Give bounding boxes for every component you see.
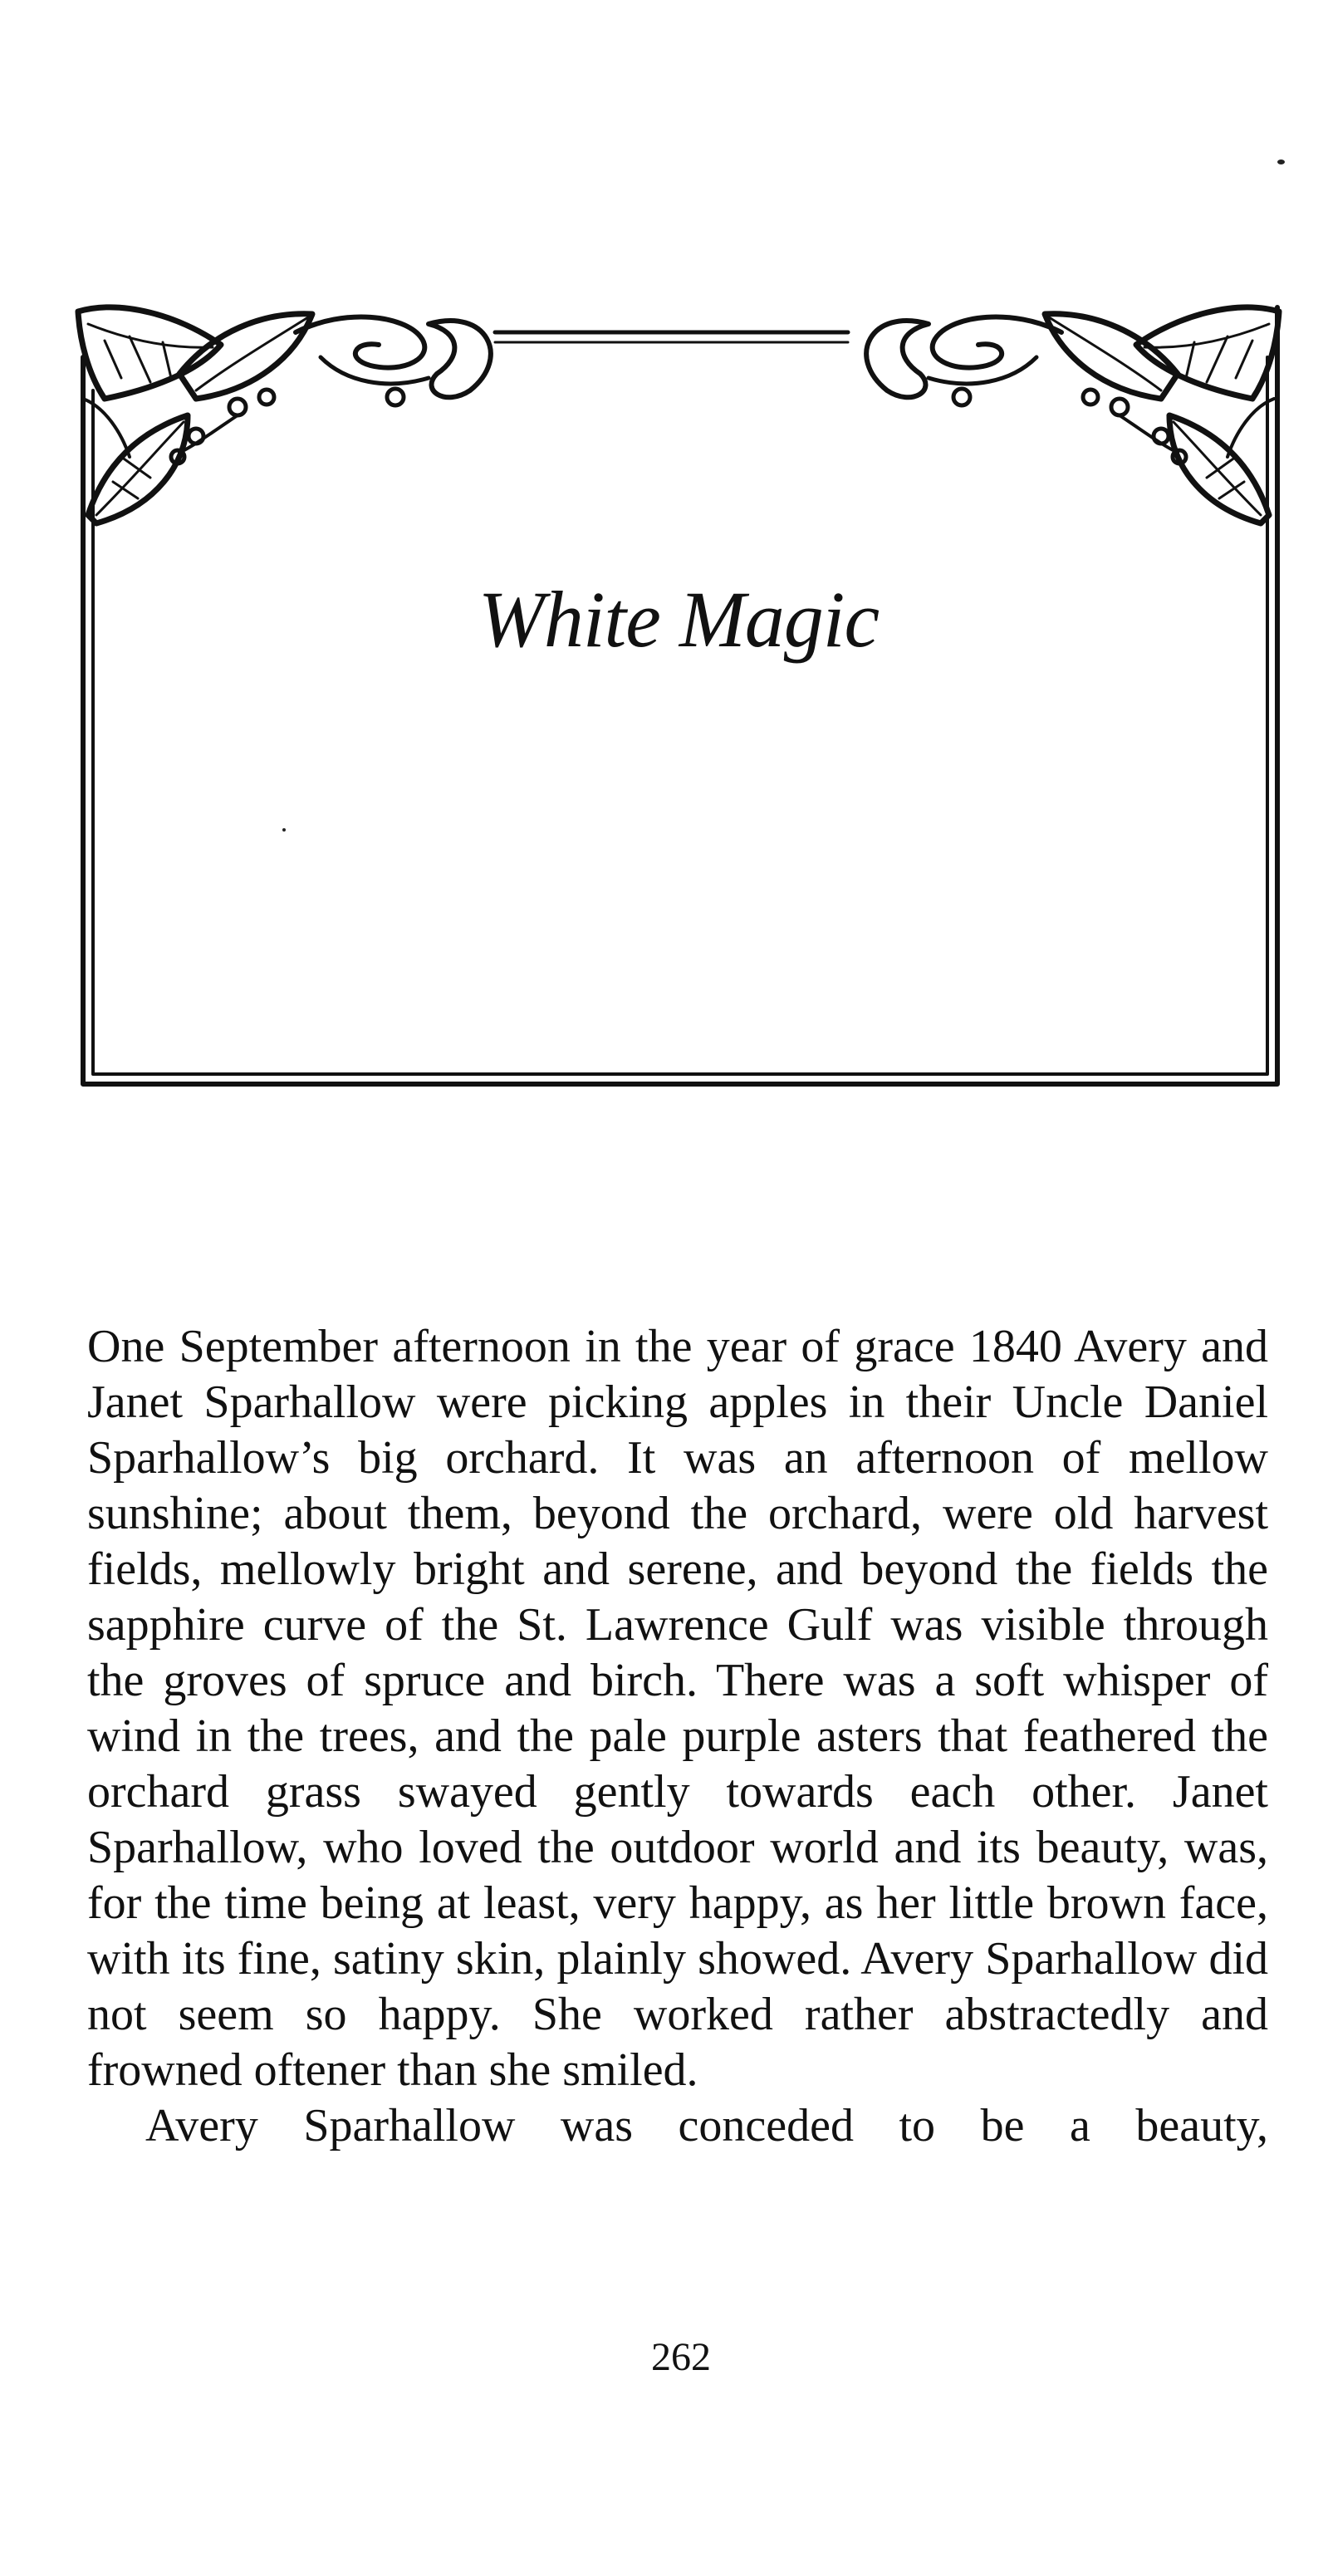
- ink-speck: [1277, 159, 1285, 164]
- ornamental-border: [71, 299, 1286, 1084]
- chapter-title: White Magic: [478, 575, 880, 664]
- body-text: [87, 1319, 1268, 2154]
- left-corner-ornament: [78, 307, 491, 523]
- paragraph: Avery Sparhallow was conceded to be a beauty,: [145, 2100, 1268, 2152]
- page-number: 262: [651, 2335, 711, 2379]
- paragraph: One September afternoon in the year of grace 1840 Avery and Janet Sparhallow were picking apples in their Uncle Daniel Sparhallow’s big orchard. It was an afternoon of mellow sunshine; about them, beyond the orchard, were old harvest fields, mellowly bright and serene, and beyond the fields the sapphire curve of the St. Lawrence Gulf was visible through the groves of spruce and birch. There was a soft whisper of wind in the trees, and the pale purple asters that feathered the orchard grass swayed gently towards each other. Janet Sparhallow, who loved the outdoor world and its beauty, was, for the time being at least, very happy, as her little brown face, with its fine, satiny skin, plainly showed. Avery Sparhallow did not seem so happy. She worked rather abstractedly and frowned oftener than she smiled.: [87, 1321, 1268, 2096]
- right-corner-ornament: [866, 307, 1279, 523]
- chapter-title-frame: [71, 299, 1286, 1084]
